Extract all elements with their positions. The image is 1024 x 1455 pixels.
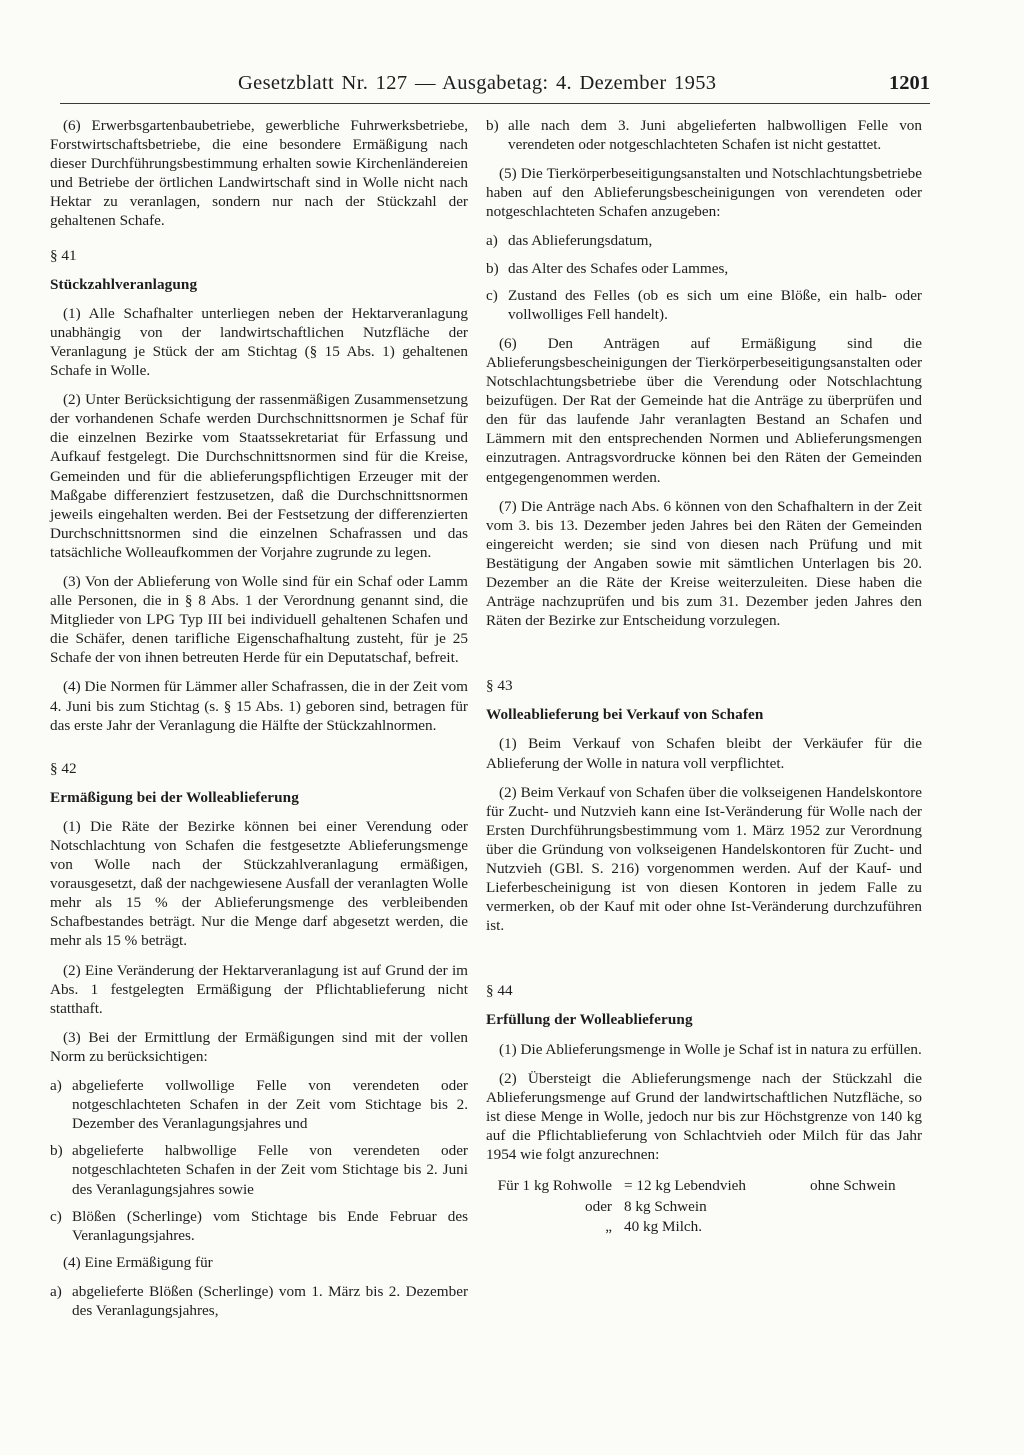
list-item (486, 231, 922, 250)
page-number: 1201 (889, 72, 930, 94)
section-44-title: Erfüllung der Wolleablieferung (486, 1011, 693, 1029)
list-item (486, 116, 922, 154)
list-item (50, 1207, 468, 1245)
paragraph-42-4: (4) Eine Ermäßigung für (63, 1253, 213, 1271)
left-column (50, 116, 468, 1330)
list-item (50, 1141, 468, 1198)
formula-row (486, 1197, 922, 1218)
paragraph-44-1: (1) Die Ablieferungsmenge in Wolle je Schaf ist in natura zu erfüllen. (499, 1040, 922, 1058)
list-item (486, 259, 922, 278)
formula-equivalent: = 12 kg Lebendvieh (624, 1177, 747, 1195)
paragraph-41-4: (4) Die Normen für Lämmer aller Schafrassen, die in der Zeit vom 4. Juni bis zum Stichtag (s. § 15 Abs. 1) geboren sind, betragen für das erste Jahr der Veranlagung die Hälfte der Stückzahlnormen. (50, 678, 468, 734)
paragraph-42-7: (7) Die Anträge nach Abs. 6 können von den Schafhaltern in der Zeit vom 3. bis 13. Dezember jeden Jahres bei den Räten der Gemeinden eingereicht werden; sie sind von diesen nach Prüfung und mit Bestätigung der Angaben sowie mit sämtlichen Unterlagen bis 20. Dezember an die Räte der Kreise weiterzuleiten. Diese haben die Anträge nachzuprüfen und bis zum 31. Dezember jeden Jahres den Räten der Bezirke zur Entscheidung vorzulegen. (486, 497, 922, 630)
paragraph-41-3: (3) Von der Ablieferung von Wolle sind für ein Schaf oder Lamm alle Personen, die in § 8 Abs. 1 der Verordnung genannt sind, die Mitglieder von LPG Typ III bei individuell gehaltenen Schafen und die Schäfer, denen tarifliche Eigenschafhaltung zusteht, für je 25 Schafe der von ihnen betreuten Herde für ein Deputatschaf, befreit. (50, 572, 468, 667)
paragraph-42-5: (5) Die Tierkörperbeseitigungsanstalten und Notschlachtungsbetriebe haben auf den Ablieferungsbescheinigungen von verendeten oder notgeschlachteten Schafen anzugeben: (486, 165, 922, 221)
list-item-text: abgelieferte halbwollige Felle von verendeten oder notgeschlachteten Schafen in der Zeit vom Stichtage bis 2. Juni des Veranlagungsjahres sowie (72, 1142, 468, 1198)
list-item-text: abgelieferte vollwollige Felle von verendeten oder notgeschlachteten Schafen in der Zeit vom Stichtage bis 2. Dezember des Veranlagungsjahres und (72, 1077, 468, 1133)
paragraph-42-2: (2) Eine Veränderung der Hektarveranlagung ist auf Grund der im Abs. 1 festgelegten Ermäßigung der Pflichtablieferung nicht statthaft. (50, 961, 468, 1017)
formula-left: Für 1 kg Rohwolle (497, 1177, 612, 1195)
list-item-text: das Ablieferungsdatum, (508, 232, 653, 250)
right-column (486, 116, 922, 1238)
formula-equivalent: 8 kg Schwein (624, 1197, 707, 1215)
formula-left: „ (605, 1218, 612, 1236)
paragraph-40-6: (6) Erwerbsgartenbaubetriebe, gewerbliche Fuhrwerksbetriebe, Forstwirtschaftsbetriebe, die eine besondere Ermäßigung nach dieser Durchführungsbestimmung erhalten sowie Kirchenländereien und Betriebe der örtlichen Landwirtschaft sind in Wolle nicht nach Hektar zu veranlagen, sondern nur nach der Stückzahl der gehaltenen Schafe. (50, 117, 468, 230)
conversion-formula (486, 1174, 922, 1238)
list-item (50, 1282, 468, 1320)
formula-left: oder (585, 1197, 612, 1215)
formula-row (486, 1176, 922, 1197)
section-41-title: Stückzahlveranlagung (50, 275, 198, 293)
list-item-label: c) (50, 1207, 62, 1225)
section-42-title: Ermäßigung bei der Wolleablieferung (50, 788, 299, 806)
list-item-text: das Alter des Schafes oder Lammes, (508, 259, 729, 277)
section-43-number: § 43 (486, 677, 513, 695)
section-44-number: § 44 (486, 982, 513, 1000)
paragraph-43-1: (1) Beim Verkauf von Schafen bleibt der Verkäufer für die Ablieferung der Wolle in natura voll verpflichtet. (486, 735, 922, 772)
list-item-label: a) (486, 232, 498, 250)
section-41-number: § 41 (50, 246, 77, 264)
list-item-label: b) (486, 117, 499, 134)
list-item-text: Zustand des Felles (ob es sich um eine Blöße, ein halb- oder vollwolliges Fell handelt). (508, 286, 922, 323)
formula-equivalent: 40 kg Milch. (624, 1218, 703, 1236)
paragraph-43-2: (2) Beim Verkauf von Schafen über die volkseigenen Handelskontore für Zucht- und Nutzvieh kann eine Ist-Veränderung für Wolle nach der Ersten Durchführungsbestimmung vom 1. März 1952 zur Verordnung über die Gründung von volkseigenen Handelskontoren für Zucht- und Nutzvieh (GBl. S. 216) vorgenommen werden. Auf der Kauf- und Lieferbescheinigung ist von diesen Kontoren in jedem Falle zu vermerken, ob der Kauf mit oder ohne Ist-Veränderung durchzuführen ist. (486, 783, 922, 935)
formula-row (486, 1217, 922, 1238)
list-item-label: a) (50, 1282, 62, 1300)
list-item-label: c) (486, 286, 498, 304)
formula-note: ohne Schwein (810, 1177, 896, 1195)
list-item (50, 1076, 468, 1133)
gazette-header-title: Gesetzblatt Nr. 127 — Ausgabetag: 4. Dezember 1953 (238, 72, 717, 94)
list-item-label: a) (50, 1077, 62, 1095)
list-item (486, 286, 922, 324)
section-42-number: § 42 (50, 759, 77, 777)
list-item-text: abgelieferte Blößen (Scherlinge) vom 1. März bis 2. Dezember des Veranlagungsjahres, (72, 1282, 468, 1319)
list-item-text: Blößen (Scherlinge) vom Stichtage bis Ende Februar des Veranlagungsjahres. (72, 1207, 468, 1244)
paragraph-44-2: (2) Übersteigt die Ablieferungsmenge nach der Stückzahl die Ablieferungsmenge auf Grund der landwirtschaftlichen Nutzfläche, so ist diese Menge in Wolle, jedoch nur bis zur Höchstgrenze von 140 kg auf die Pflichtablieferung von Schlachtvieh oder Milch für das Jahr 1954 wie folgt anzurechnen: (486, 1069, 922, 1164)
paragraph-42-3: (3) Bei der Ermittlung der Ermäßigungen sind mit der vollen Norm zu berücksichtigen: (50, 1028, 468, 1065)
paragraph-41-2: (2) Unter Berücksichtigung der rassenmäßigen Zusammensetzung der vorhandenen Schafe werden Durchschnittsnormen je Schaf für die einzelnen Bezirke vom Staatssekretariat für Erfassung und Aufkauf festgelegt. Die Durchschnittsnormen sind für die Kreise, Gemeinden und für die ablieferungspflichtigen Erzeuger mit der Maßgabe differenziert festzusetzen, daß die Durchschnittsnormen jeweils eingehalten werden. Bei der Festsetzung der differenzierten Durchschnittsnormen sind die einzelnen Schafrassen und das tatsächliche Wolleaufkommen der Vorjahre zugrunde zu legen. (50, 391, 468, 561)
list-item-label: b) (486, 259, 499, 277)
paragraph-42-6: (6) Den Anträgen auf Ermäßigung sind die Ablieferungsbescheinigungen der Tierkörperbeseitigungsanstalten oder Notschlachtungsbetriebe über die Verendung oder Notschlachtung beizufügen. Der Rat der Gemeinde hat die Anträge zu überprüfen und den für das laufende Jahr veranlagten Bestand an Schafen und Lämmern mit den entsprechenden Normen und Ablieferungsmengen einzutragen. Antragsvordrucke können bei den Räten der Gemeinden entgegengenommen werden. (486, 334, 922, 486)
header-rule (60, 103, 930, 104)
page-header (60, 70, 930, 106)
section-43-title: Wolleablieferung bei Verkauf von Schafen (486, 706, 764, 724)
paragraph-42-1: (1) Die Räte der Bezirke können bei einer Verendung oder Notschlachtung von Schafen die festgesetzte Ablieferungsmenge von Wolle nach der Stückzahlveranlagung ermäßigen, vorausgesetzt, daß der nachgewiesene Ausfall der veranlagten Wolle mehr als 15 % der Ablieferungsmenge des verbleibenden Schafbestandes beträgt. Nur die Menge darf abgesetzt werden, die mehr als 15 % beträgt. (50, 817, 468, 950)
paragraph-41-1: (1) Alle Schafhalter unterliegen neben der Hektarveranlagung unabhängig von der landwirtschaftlichen Nutzfläche der Veranlagung je Stück der am Stichtag (§ 15 Abs. 1) gehaltenen Schafe in Wolle. (50, 304, 468, 380)
list-item-text: alle nach dem 3. Juni abgelieferten halbwolligen Felle von verendeten oder notgeschlachteten Schafen ist nicht gestattet. (508, 117, 922, 154)
list-item-label: b) (50, 1142, 63, 1160)
